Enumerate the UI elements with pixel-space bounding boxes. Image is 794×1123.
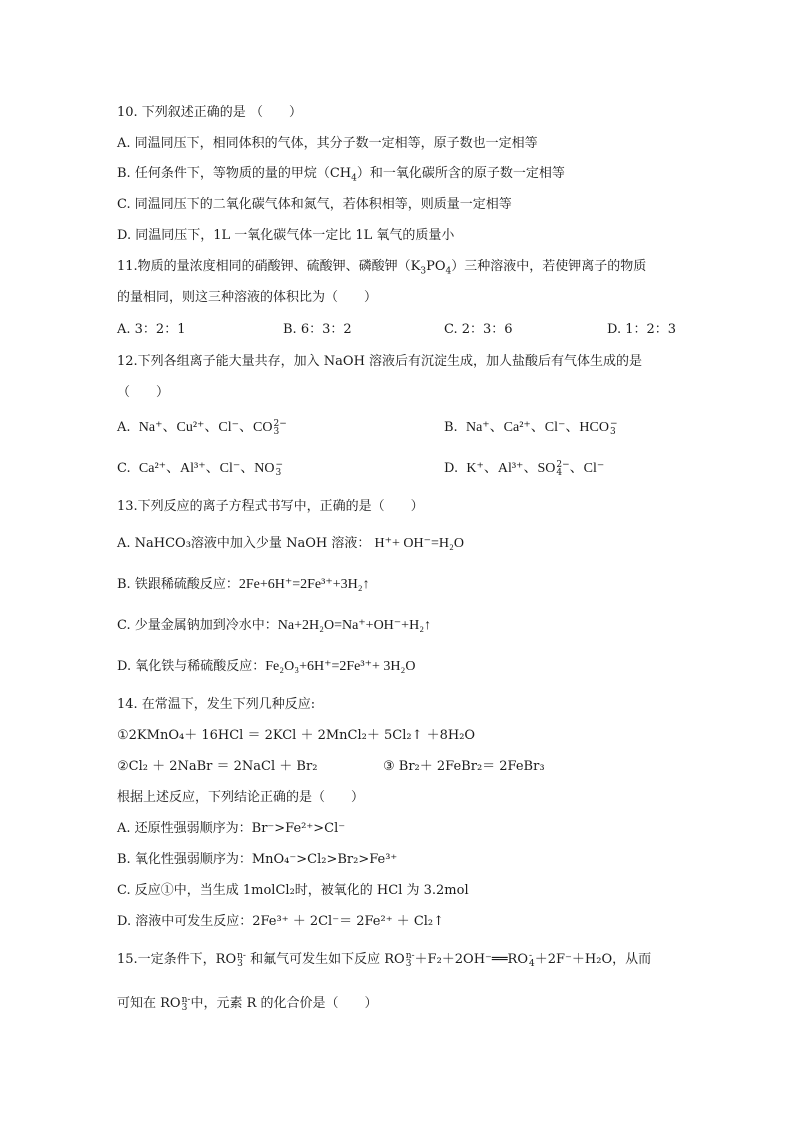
q12-option-b: B. Na⁺、Ca²⁺、Cl⁻、HCO − 3 [444,418,618,437]
q11-stem-line1: 11.物质的量浓度相同的硝酸钾、硫酸钾、磷酸钾$(K_3PO_4)$三种溶液中，若使钾离子的物质 [117,259,647,277]
q12-stem-line2: （ ） [117,385,170,400]
q15-stem-line2: 可知在 RO n- 3 中，元素 R 的化合价是（ ） [117,994,378,1013]
q11-option-a: A. 3：2：1 [117,322,186,337]
q11-option-d: D. 1：2：3 [607,322,677,337]
q13-stem: 13.下列反应的离子方程式书写中，正确的是（ ） [117,499,424,514]
q12-option-d: D. K⁺、Al³⁺、SO 2− 4 、Cl⁻ [444,459,605,478]
q14-reaction-2: ②Cl₂ ＋ 2NaBr ＝ 2NaCl ＋ Br₂ [117,759,318,774]
q10-option-a: A. 同温同压下，相同体积的气体，其分子数一定相等，原子数也一定相等 [117,136,538,151]
q13-option-a: A. NaHCO₃溶液中加入少量 NaOH 溶液： H⁺+ OH⁻=H₂O [117,536,464,551]
q12-option-c: C. Ca²⁺、Al³⁺、Cl⁻、NO − 3 [117,459,284,478]
q10-option-b: B. 任何条件下，等物质的量的甲烷$(CH_4)$和一氧化碳所含的原子数一定相等 [117,166,565,184]
q10-option-d: D. 同温同压下，1L 一氧化碳气体一定比 1L 氧气的质量小 [117,228,455,243]
q14-stem: 14. 在常温下，发生下列几种反应: [117,697,316,712]
q13-option-b: B. 铁跟稀硫酸反应：2Fe+6H⁺=2Fe³⁺+3H₂↑ [117,577,370,592]
q12-stem-line1: 12.下列各组离子能大量共存，加入 NaOH 溶液后有沉淀生成，加人盐酸后有气体生成的是 [117,354,643,369]
q14-reaction-1: ①2KMnO₄＋ 16HCl ＝ 2KCl ＋ 2MnCl₂＋ 5Cl₂↑ ＋8H₂O [117,728,476,743]
q14-ask: 根据上述反应，下列结论正确的是（ ） [117,790,365,805]
q14-option-b: B. 氧化性强弱顺序为：MnO₄⁻>Cl₂>Br₂>Fe³⁺ [117,852,398,867]
q10-stem: 10. 下列叙述正确的是 （ ） [117,105,302,120]
q14-option-d: D. 溶液中可发生反应：2Fe³⁺ ＋ 2Cl⁻＝ 2Fe²⁺ ＋ Cl₂↑ [117,914,445,929]
q14-option-a: A. 还原性强弱顺序为：Br⁻>Fe²⁺>Cl⁻ [117,821,346,836]
q11-option-b: B. 6：3：2 [283,322,352,337]
q10-option-c: C. 同温同压下的二氧化碳气体和氮气，若体积相等，则质量一定相等 [117,197,512,212]
q11-stem-line2: 的量相同，则这三种溶液的体积比为（ ） [117,290,378,305]
q13-option-d: D. 氧化铁与稀硫酸反应：Fe₂O₃+6H⁺=2Fe³⁺+ 3H₂O [117,659,416,674]
q13-option-c: C. 少量金属钠加到冷水中：Na+2H₂O=Na⁺+OH⁻+H₂↑ [117,618,432,633]
q14-option-c: C. 反应①中，当生成 1molCl₂时，被氧化的 HCl 为 3.2mol [117,883,469,898]
q11-option-c: C. 2：3：6 [444,322,513,337]
q14-reaction-3: ③ Br₂＋ 2FeBr₂＝ 2FeBr₃ [383,759,545,774]
q15-stem-line1: 15.一定条件下，RO n- 3 和氟气可发生如下反应 RO n- 3 ＋F₂＋2OH⁻══RO - 4 ＋2F⁻＋H₂O，从而 [117,950,652,969]
q12-option-a: A. Na⁺、Cu²⁺、Cl⁻、CO 2− 3 [117,418,287,437]
